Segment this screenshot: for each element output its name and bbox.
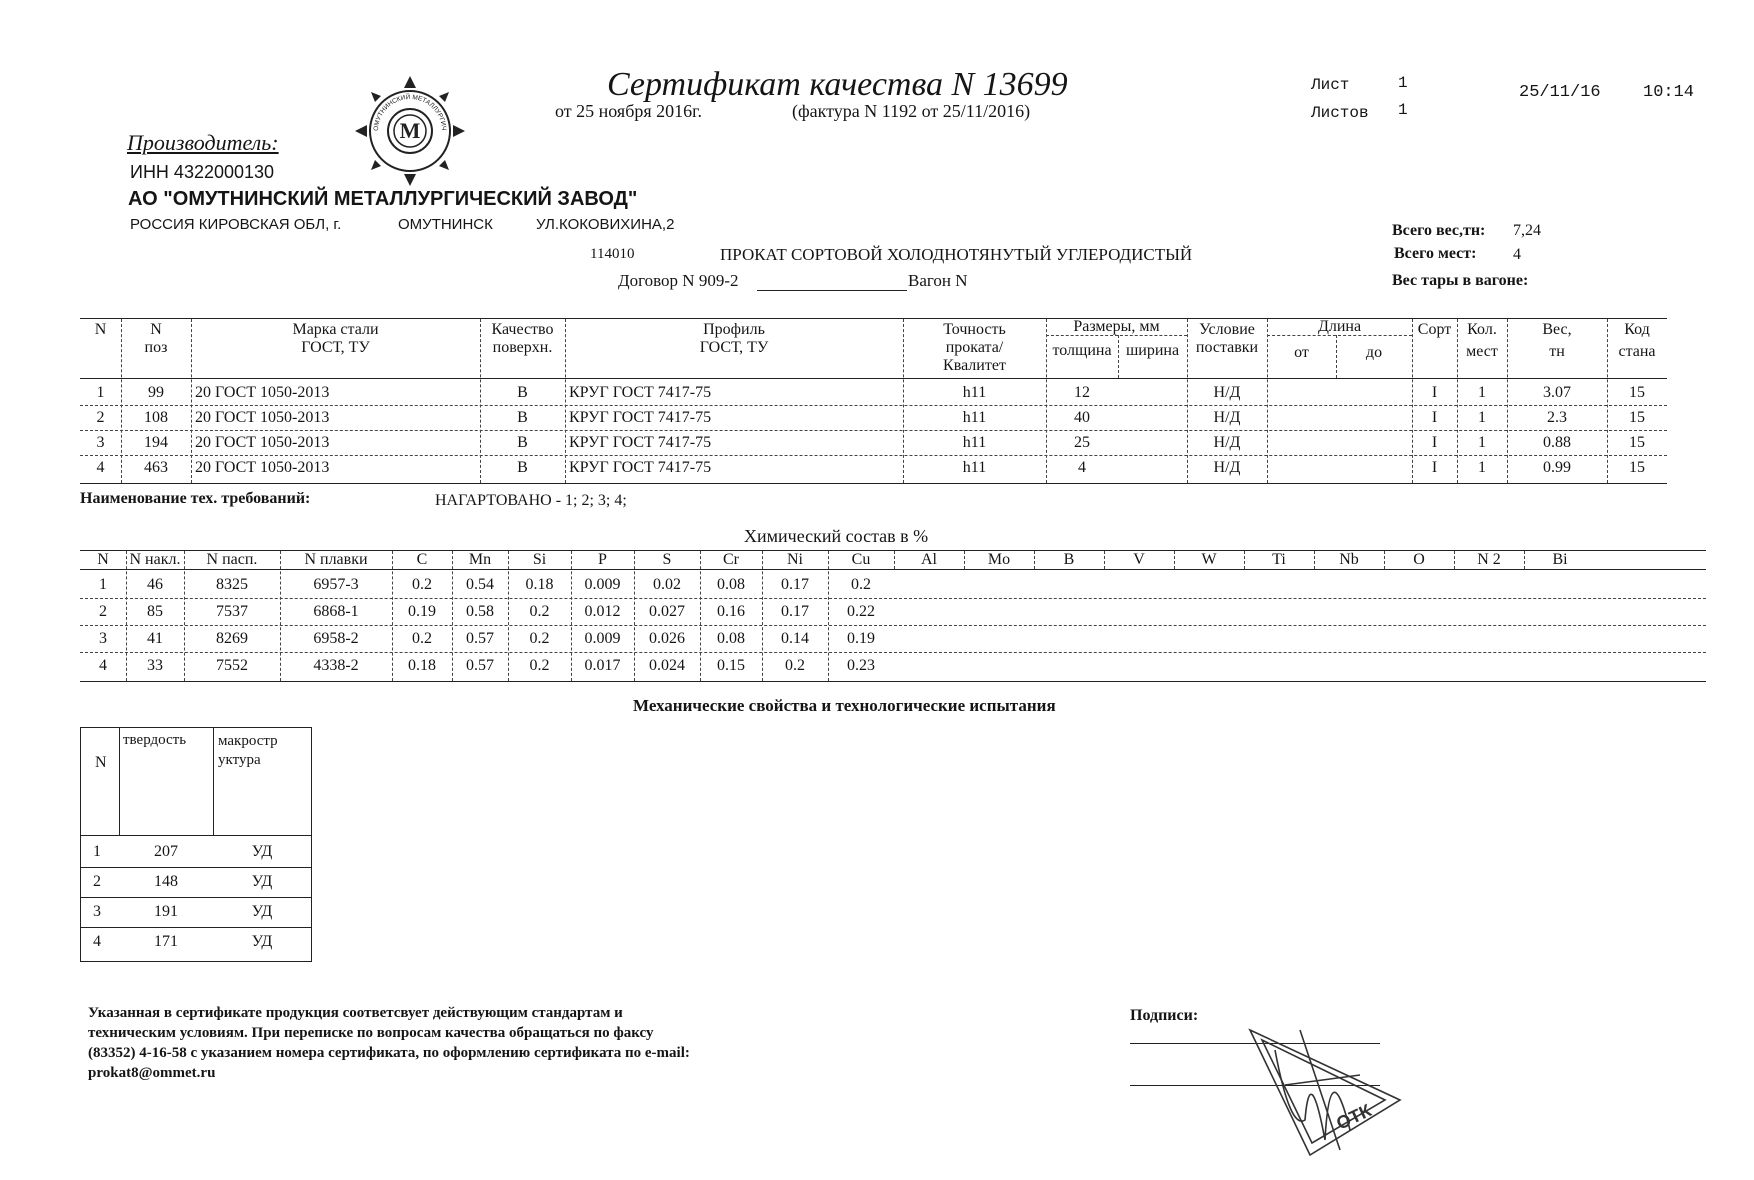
- table-row: [80, 455, 1667, 481]
- chem-col-ti: Ti: [1272, 551, 1286, 568]
- chem-cell: 7537: [216, 602, 248, 620]
- col-profile: Профиль ГОСТ, ТУ: [699, 321, 769, 356]
- total-places-value: 4: [1513, 246, 1521, 263]
- mech-col-n: N: [95, 754, 107, 771]
- chem-cell: 8269: [216, 629, 248, 647]
- row-profile: КРУГ ГОСТ 7417-75: [569, 383, 712, 401]
- chem-cell: 0.17: [781, 575, 809, 593]
- table-row: [80, 430, 1667, 456]
- tare-weight-label: Вес тары в вагоне:: [1392, 272, 1529, 289]
- footer-line-1: Указанная в сертификате продукция соответсвует действующим стандартам и: [88, 1005, 623, 1021]
- chem-col-bi: Bi: [1552, 551, 1568, 568]
- row-accuracy: h11: [962, 459, 987, 476]
- row-quality: В: [517, 383, 528, 401]
- producer-name: АО "ОМУТНИНСКИЙ МЕТАЛЛУРГИЧЕСКИЙ ЗАВОД": [128, 188, 638, 210]
- chem-col-b: B: [1063, 551, 1075, 568]
- chem-col-s: S: [662, 551, 672, 568]
- chem-col-nb: Nb: [1339, 551, 1359, 568]
- row-profile: КРУГ ГОСТ 7417-75: [569, 408, 712, 426]
- chem-col-w: W: [1201, 551, 1217, 568]
- table-row: [81, 837, 311, 868]
- table-row: [80, 625, 1706, 653]
- chem-cell: 0.23: [847, 656, 875, 674]
- row-n: 4: [96, 459, 105, 476]
- mech-cell-n: 2: [93, 873, 101, 890]
- total-weight-value: 7,24: [1513, 222, 1541, 239]
- row-quality: В: [517, 433, 528, 451]
- chem-col-invoice: N накл.: [129, 551, 181, 568]
- row-places: 1: [1478, 433, 1486, 451]
- col-places: Кол. мест: [1466, 321, 1498, 360]
- row-accuracy: h11: [962, 408, 987, 426]
- row-steel: 20 ГОСТ 1050-2013: [195, 408, 330, 426]
- chem-cell: 41: [147, 629, 163, 647]
- mech-cell-hardness: 207: [154, 843, 178, 860]
- chem-cell: 0.18: [408, 656, 436, 674]
- row-n: 2: [96, 408, 105, 426]
- tech-requirements-value: НАГАРТОВАНО - 1; 2; 3; 4;: [435, 492, 627, 509]
- chem-cell: 0.19: [847, 629, 875, 647]
- sheets-label: Листов: [1311, 104, 1369, 122]
- col-weight: Вес, тн: [1542, 321, 1572, 360]
- row-thickness: 12: [1074, 383, 1090, 401]
- svg-text:ОМУТНИНСКИЙ МЕТАЛЛУРГИЧЕСКИЙ З: ОМУТНИНСКИЙ МЕТАЛЛУРГИЧ: [372, 93, 448, 132]
- producer-inn: ИНН 4322000130: [130, 162, 275, 182]
- chem-cell: 0.2: [529, 629, 550, 647]
- chem-cell: 2: [99, 602, 107, 620]
- chem-cell: 33: [147, 656, 163, 674]
- chem-cell: 46: [147, 575, 163, 593]
- row-pos: 194: [144, 433, 168, 451]
- table-row: [80, 405, 1667, 431]
- chem-cell: 0.009: [584, 575, 621, 593]
- col-delivery: Условие поставки: [1195, 321, 1259, 356]
- row-profile: КРУГ ГОСТ 7417-75: [569, 459, 712, 476]
- chem-col-n2: N 2: [1477, 551, 1501, 568]
- row-sort: I: [1431, 433, 1438, 451]
- tech-requirements-label: Наименование тех. требований:: [80, 490, 311, 507]
- sheet-value: 1: [1398, 74, 1408, 92]
- print-date: 25/11/16: [1519, 83, 1601, 102]
- chem-cell: 0.14: [781, 629, 809, 647]
- mech-cell-macro: УД: [251, 843, 273, 860]
- chem-table-title: Химический состав в %: [744, 526, 929, 546]
- chem-cell: 0.026: [649, 629, 685, 647]
- chem-col-passport: N пасп.: [206, 551, 258, 568]
- col-length-from: от: [1294, 344, 1309, 361]
- row-steel: 20 ГОСТ 1050-2013: [195, 459, 330, 476]
- table-row: [80, 380, 1667, 406]
- chem-cell: 0.19: [408, 602, 436, 620]
- chem-col-heat: N плавки: [304, 551, 368, 568]
- product-code: 114010: [590, 246, 635, 262]
- mech-cell-hardness: 191: [154, 903, 178, 920]
- row-steel: 20 ГОСТ 1050-2013: [195, 383, 330, 401]
- col-width: ширина: [1125, 342, 1180, 359]
- chem-cell: 0.2: [851, 575, 871, 593]
- row-delivery: Н/Д: [1213, 383, 1241, 401]
- chem-cell: 0.15: [717, 656, 745, 674]
- mech-cell-macro: УД: [251, 933, 273, 950]
- chem-cell: 0.2: [529, 656, 550, 674]
- chem-col-n: N: [97, 551, 109, 568]
- product-table: [80, 318, 1667, 484]
- row-places: 1: [1478, 459, 1486, 476]
- col-length: Длина: [1317, 318, 1362, 335]
- print-time: 10:14: [1643, 83, 1695, 102]
- chem-cell: 0.2: [412, 575, 432, 593]
- col-sort: Сорт: [1417, 321, 1452, 338]
- col-accuracy: Точность проката/ Квалитет: [943, 321, 1006, 374]
- row-sort: I: [1431, 383, 1438, 401]
- row-quality: В: [517, 459, 528, 476]
- col-steel-grade: Марка стали ГОСТ, ТУ: [292, 321, 379, 356]
- row-weight: 0.88: [1543, 433, 1571, 451]
- product-name: ПРОКАТ СОРТОВОЙ ХОЛОДНОТЯНУТЫЙ УГЛЕРОДИСТЫЙ: [720, 245, 1193, 264]
- chem-header-row: [80, 551, 1706, 570]
- chem-cell: 0.012: [584, 602, 621, 620]
- row-mill: 15: [1629, 433, 1645, 451]
- mech-col-macro: макростр уктура: [218, 733, 278, 768]
- row-sort: I: [1431, 408, 1438, 426]
- footer-line-2: техническим условиям. При переписке по вопросам качества обращаться по факсу: [88, 1025, 654, 1041]
- table-row: [80, 571, 1706, 599]
- chem-cell: 0.2: [412, 629, 432, 647]
- table-row: [80, 652, 1706, 679]
- row-accuracy: h11: [962, 383, 987, 401]
- col-n: N: [94, 321, 107, 338]
- table-row: [81, 897, 311, 928]
- mechanical-properties-table: [80, 727, 312, 962]
- mech-cell-n: 1: [93, 843, 101, 860]
- chem-cell: 0.009: [584, 629, 621, 647]
- row-places: 1: [1478, 408, 1486, 426]
- chem-cell: 0.08: [717, 629, 745, 647]
- certificate-title: Сертификат качества N 13699: [607, 66, 1068, 103]
- mech-col-hardness: твердость: [123, 732, 187, 748]
- chem-cell: 0.18: [525, 575, 554, 593]
- chem-cell: 0.02: [653, 575, 681, 593]
- chem-cell: 3: [99, 629, 107, 647]
- chem-col-mn: Mn: [468, 551, 492, 568]
- chem-col-cr: Cr: [723, 551, 739, 568]
- row-weight: 0.99: [1543, 459, 1571, 476]
- row-mill: 15: [1629, 459, 1645, 476]
- chem-col-mo: Mo: [987, 551, 1011, 568]
- chem-cell: 4: [99, 656, 107, 674]
- chem-cell: 0.22: [847, 602, 875, 620]
- row-n: 3: [96, 433, 105, 451]
- row-weight: 3.07: [1543, 383, 1571, 401]
- producer-street: УЛ.КОКОВИХИНА,2: [536, 216, 675, 233]
- table-row: [81, 867, 311, 898]
- chem-cell: 85: [147, 602, 163, 620]
- row-accuracy: h11: [962, 433, 987, 451]
- mech-cell-macro: УД: [251, 873, 273, 890]
- mech-cell-hardness: 148: [154, 873, 178, 890]
- chem-cell: 0.17: [781, 602, 809, 620]
- contract-underline: [757, 290, 907, 291]
- chem-cell: 0.027: [649, 602, 685, 620]
- chem-cell: 6957-3: [313, 575, 359, 593]
- producer-region: РОССИЯ КИРОВСКАЯ ОБЛ, г.: [130, 216, 342, 233]
- row-mill: 15: [1629, 383, 1645, 401]
- sheet-label: Лист: [1311, 76, 1350, 94]
- svg-text:М: М: [399, 118, 421, 143]
- mech-cell-macro: УД: [251, 903, 273, 920]
- chem-col-ni: Ni: [787, 551, 803, 568]
- chem-cell: 7552: [216, 656, 248, 674]
- chem-cell: 0.16: [717, 602, 745, 620]
- signatures-label: Подписи:: [1130, 1007, 1199, 1024]
- chem-col-o: O: [1413, 551, 1425, 568]
- certificate-date: от 25 ноября 2016г.: [555, 101, 702, 121]
- producer-city: ОМУТНИНСК: [398, 216, 493, 233]
- footer-text: [88, 1003, 690, 1083]
- row-n: 1: [96, 383, 105, 401]
- mech-cell-n: 4: [93, 933, 101, 950]
- row-steel: 20 ГОСТ 1050-2013: [195, 433, 330, 451]
- chem-cell: 0.58: [466, 602, 494, 620]
- mech-cell-n: 3: [93, 903, 101, 920]
- row-weight: 2.3: [1547, 408, 1567, 426]
- chem-cell: 0.57: [466, 629, 494, 647]
- chem-cell: 0.54: [466, 575, 494, 593]
- row-profile: КРУГ ГОСТ 7417-75: [569, 433, 712, 451]
- chem-cell: 6868-1: [313, 602, 359, 620]
- footer-line-4: prokat8@ommet.ru: [88, 1065, 216, 1081]
- invoice-info: (фактура N 1192 от 25/11/2016): [792, 101, 1031, 121]
- col-sizes: Размеры, мм: [1073, 318, 1160, 335]
- sheets-value: 1: [1398, 101, 1408, 119]
- producer-label: Производитель:: [127, 130, 279, 155]
- row-delivery: Н/Д: [1213, 433, 1241, 451]
- row-pos: 463: [144, 459, 168, 476]
- row-places: 1: [1478, 383, 1486, 401]
- row-quality: В: [517, 408, 528, 426]
- row-thickness: 40: [1074, 408, 1090, 426]
- chem-col-p: P: [598, 551, 607, 568]
- table-row: [80, 598, 1706, 626]
- chem-cell: 0.017: [584, 656, 621, 674]
- company-logo-seal: [355, 76, 465, 186]
- chem-col-c: C: [416, 551, 428, 568]
- col-pos: N поз: [144, 321, 168, 356]
- row-thickness: 25: [1074, 433, 1090, 451]
- chem-cell: 0.57: [466, 656, 494, 674]
- col-thickness: толщина: [1052, 342, 1112, 359]
- col-mill-code: Код стана: [1618, 321, 1656, 360]
- chem-cell: 0.2: [529, 602, 550, 620]
- chem-cell: 0.08: [717, 575, 745, 593]
- chem-cell: 0.2: [785, 656, 805, 674]
- chem-cell: 8325: [216, 575, 248, 593]
- chem-col-v: V: [1133, 551, 1145, 568]
- col-length-to: до: [1365, 344, 1383, 361]
- col-surface-quality: Качество поверхн.: [491, 321, 554, 356]
- mech-cell-hardness: 171: [154, 933, 178, 950]
- chem-cell: 1: [99, 575, 107, 593]
- wagon-number: Вагон N: [908, 271, 968, 290]
- total-places-label: Всего мест:: [1394, 245, 1477, 262]
- total-weight-label: Всего вес,тн:: [1392, 222, 1486, 239]
- row-pos: 108: [144, 408, 168, 426]
- otk-stamp: [1230, 990, 1410, 1160]
- row-pos: 99: [148, 383, 164, 401]
- chem-cell: 0.024: [649, 656, 685, 674]
- row-delivery: Н/Д: [1213, 408, 1241, 426]
- chem-col-cu: Cu: [851, 551, 871, 568]
- mech-table-title: Механические свойства и технологические испытания: [633, 696, 1056, 715]
- row-delivery: Н/Д: [1213, 459, 1241, 476]
- chemical-composition-table: [80, 550, 1706, 682]
- chem-col-si: Si: [532, 551, 547, 568]
- chem-cell: 6958-2: [313, 629, 359, 647]
- row-sort: I: [1431, 459, 1438, 476]
- table-row: [81, 927, 311, 957]
- chem-cell: 4338-2: [313, 656, 359, 674]
- contract-number: Договор N 909-2: [618, 271, 739, 290]
- chem-col-al: Al: [921, 551, 937, 568]
- row-mill: 15: [1629, 408, 1645, 426]
- footer-line-3: (83352) 4-16-58 с указанием номера сертификата, по оформлению сертификата по e-mail:: [88, 1045, 690, 1061]
- row-thickness: 4: [1078, 459, 1086, 476]
- svg-text:ОТК: ОТК: [1333, 1100, 1375, 1134]
